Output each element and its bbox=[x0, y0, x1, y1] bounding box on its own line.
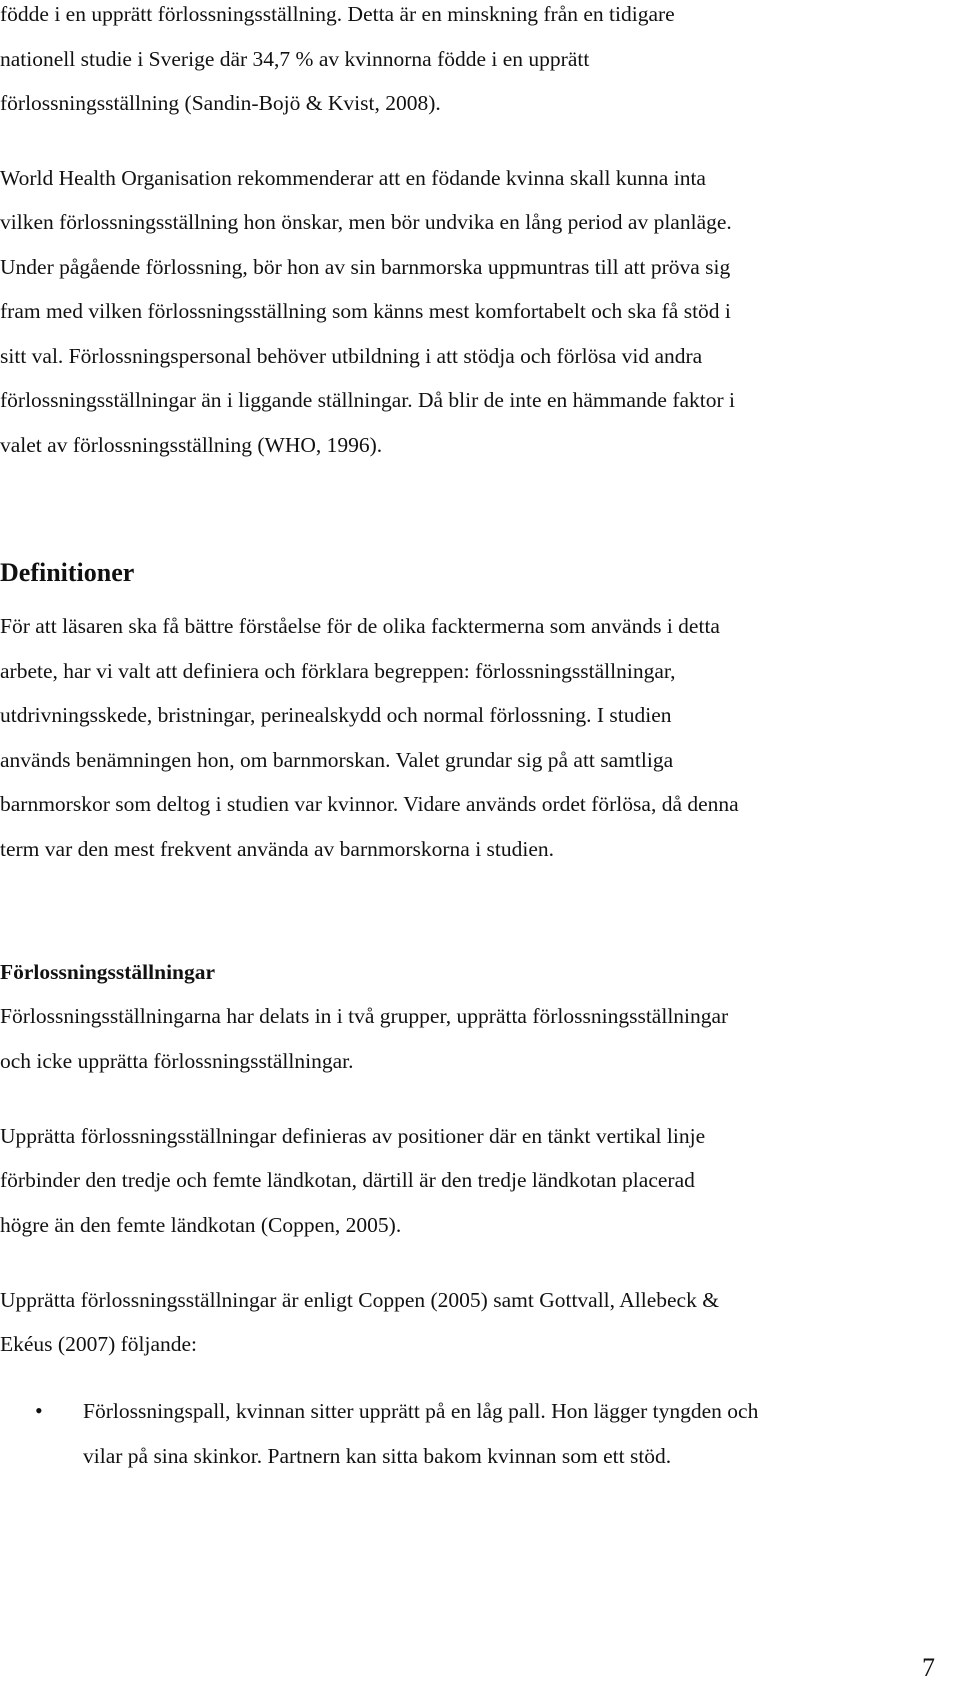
text-line: förlossningsställning (Sandin-Bojö & Kvist, 2008). bbox=[0, 91, 441, 115]
text-line: sitt val. Förlossningspersonal behöver utbildning i att stödja och förlösa vid andra bbox=[0, 344, 703, 368]
text-line: vilken förlossningsställning hon önskar, men bör undvika en lång period av planläge. bbox=[0, 210, 732, 234]
text-line: För att läsaren ska få bättre förståelse för de olika facktermerna som används i detta bbox=[0, 614, 720, 638]
text-line: och icke upprätta förlossningsställningar. bbox=[0, 1049, 354, 1073]
text-line: Under pågående förlossning, bör hon av sin barnmorska uppmuntras till att pröva sig bbox=[0, 255, 731, 279]
text-line: förlossningsställningar än i liggande ställningar. Då blir de inte en hämmande faktor i bbox=[0, 388, 735, 412]
text-line: Upprätta förlossningsställningar är enligt Coppen (2005) samt Gottvall, Allebeck & bbox=[0, 1288, 719, 1312]
text-line: högre än den femte ländkotan (Coppen, 2005). bbox=[0, 1213, 402, 1237]
bullet-icon: • bbox=[35, 1398, 43, 1423]
text-line: term var den mest frekvent använda av barnmorskorna i studien. bbox=[0, 837, 555, 861]
text-line: nationell studie i Sverige där 34,7 % av kvinnorna födde i en upprätt bbox=[0, 47, 590, 71]
text-line: fram med vilken förlossningsställning som känns mest komfortabelt och ska få stöd i bbox=[0, 299, 731, 323]
text-line: valet av förlossningsställning (WHO, 1996). bbox=[0, 433, 383, 457]
text-line: Ekéus (2007) följande: bbox=[0, 1332, 198, 1356]
page-number: 7 bbox=[922, 1653, 935, 1682]
text-line: används benämningen hon, om barnmorskan. Valet grundar sig på att samtliga bbox=[0, 748, 674, 772]
subsection-heading: Förlossningsställningar bbox=[0, 960, 216, 984]
text-line: födde i en upprätt förlossningsställning. Detta är en minskning från en tidigare bbox=[0, 2, 675, 26]
text-line: arbete, har vi valt att definiera och förklara begreppen: förlossningsställningar, bbox=[0, 659, 676, 683]
list-item-line: Förlossningspall, kvinnan sitter upprätt på en låg pall. Hon lägger tyngden och bbox=[83, 1399, 759, 1423]
text-line: Upprätta förlossningsställningar definieras av positioner där en tänkt vertikal linje bbox=[0, 1124, 706, 1148]
section-heading: Definitioner bbox=[0, 558, 135, 587]
text-line: Förlossningsställningarna har delats in i två grupper, upprätta förlossningsställningar bbox=[0, 1004, 729, 1028]
text-line: utdrivningsskede, bristningar, perinealskydd och normal förlossning. I studien bbox=[0, 703, 672, 727]
text-line: World Health Organisation rekommenderar att en födande kvinna skall kunna inta bbox=[0, 166, 706, 190]
list-item-line: vilar på sina skinkor. Partnern kan sitta bakom kvinnan som ett stöd. bbox=[83, 1444, 672, 1468]
text-line: förbinder den tredje och femte ländkotan, därtill är den tredje ländkotan placerad bbox=[0, 1168, 695, 1192]
text-line: barnmorskor som deltog i studien var kvinnor. Vidare används ordet förlösa, då denna bbox=[0, 792, 739, 816]
